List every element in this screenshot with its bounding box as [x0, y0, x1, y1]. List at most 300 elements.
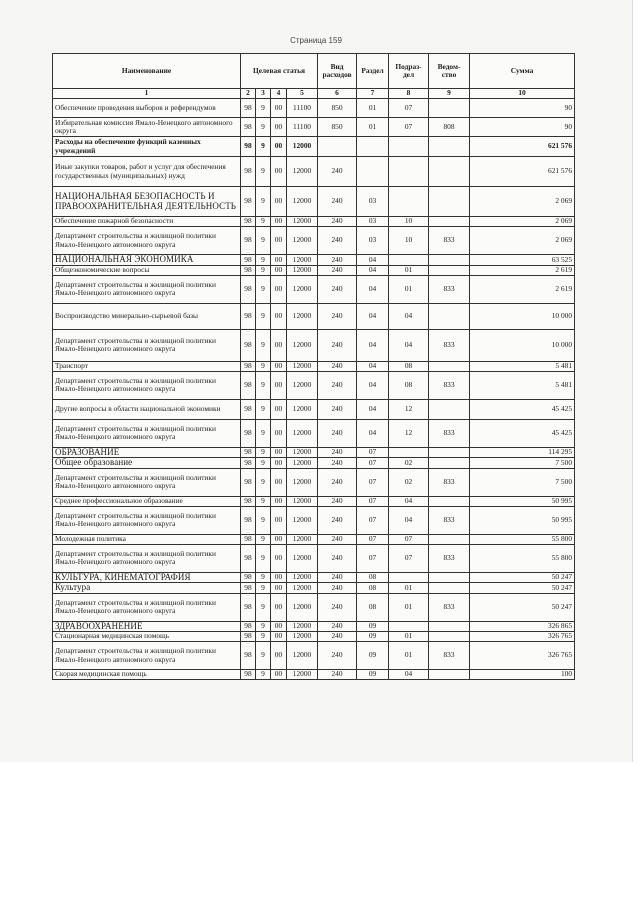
sum-cell: 7 500 [470, 458, 575, 469]
table-row [53, 583, 575, 594]
sum-cell: 7 500 [470, 468, 575, 496]
target-code-cell: 9 [256, 399, 271, 419]
sum-cell: 55 800 [470, 544, 575, 572]
department-cell [429, 572, 470, 583]
target-code-cell: 00 [271, 227, 287, 255]
row-name-cell: Департамент строительства и жилищной политики Ямало-Ненецкого автономного округа [53, 593, 241, 621]
section-cell: 09 [357, 642, 389, 670]
section-cell: 09 [357, 621, 389, 632]
department-cell [429, 583, 470, 594]
subsection-cell: 07 [389, 99, 429, 118]
target-code-cell: 9 [256, 506, 271, 534]
section-cell: 04 [357, 255, 389, 266]
sum-cell: 114 295 [470, 447, 575, 458]
sum-cell: 326 765 [470, 642, 575, 670]
target-code-cell: 00 [271, 137, 287, 157]
sum-cell: 10 000 [470, 303, 575, 329]
budget-table [52, 53, 575, 680]
target-code-cell: 00 [271, 217, 287, 227]
department-cell: 833 [429, 544, 470, 572]
target-code-cell: 00 [271, 361, 287, 371]
department-cell [429, 137, 470, 157]
department-cell [429, 534, 470, 544]
target-code-cell: 98 [241, 506, 256, 534]
table-row [53, 275, 575, 303]
column-number: 2 [241, 89, 256, 99]
expense-type-cell: 240 [318, 621, 357, 632]
sum-cell: 45 425 [470, 419, 575, 447]
department-cell [429, 217, 470, 227]
section-cell: 07 [357, 506, 389, 534]
row-name-cell: Скорая медицинская помощь [53, 670, 241, 680]
sum-cell: 50 995 [470, 496, 575, 506]
row-name-cell: КУЛЬТУРА, КИНЕМАТОГРАФИЯ [53, 572, 241, 583]
target-code-cell: 98 [241, 361, 256, 371]
department-cell [429, 458, 470, 469]
target-code-cell: 9 [256, 458, 271, 469]
target-code-cell: 98 [241, 534, 256, 544]
table-row [53, 227, 575, 255]
sum-cell: 50 247 [470, 583, 575, 594]
target-code-cell: 9 [256, 217, 271, 227]
target-code-cell: 00 [271, 303, 287, 329]
target-code-cell: 00 [271, 572, 287, 583]
expense-type-cell: 240 [318, 361, 357, 371]
department-cell: 833 [429, 419, 470, 447]
target-code-cell: 98 [241, 255, 256, 266]
subsection-cell: 07 [389, 544, 429, 572]
expense-type-cell: 240 [318, 632, 357, 642]
table-row [53, 329, 575, 361]
department-cell [429, 303, 470, 329]
target-code-cell: 98 [241, 670, 256, 680]
section-cell [357, 157, 389, 187]
target-code-cell: 98 [241, 458, 256, 469]
department-cell: 833 [429, 642, 470, 670]
target-code-cell: 12000 [287, 632, 318, 642]
table-row [53, 496, 575, 506]
target-code-cell: 9 [256, 496, 271, 506]
subsection-cell: 01 [389, 642, 429, 670]
department-cell [429, 399, 470, 419]
target-code-cell: 00 [271, 534, 287, 544]
department-cell [429, 99, 470, 118]
row-name-cell: Обеспечение пожарной безопасности [53, 217, 241, 227]
expense-type-cell: 240 [318, 265, 357, 275]
target-code-cell: 9 [256, 275, 271, 303]
target-code-cell: 00 [271, 496, 287, 506]
target-code-cell: 9 [256, 670, 271, 680]
target-code-cell: 12000 [287, 275, 318, 303]
section-cell: 01 [357, 99, 389, 118]
header-subsection: Подраз-дел [389, 54, 429, 89]
section-cell: 04 [357, 303, 389, 329]
target-code-cell: 98 [241, 118, 256, 137]
row-name-cell: Департамент строительства и жилищной политики Ямало-Ненецкого автономного округа [53, 419, 241, 447]
table-row [53, 572, 575, 583]
sum-cell: 90 [470, 99, 575, 118]
row-name-cell: Транспорт [53, 361, 241, 371]
department-cell [429, 255, 470, 266]
expense-type-cell: 240 [318, 255, 357, 266]
sum-cell: 2 069 [470, 217, 575, 227]
target-code-cell: 9 [256, 227, 271, 255]
department-cell: 833 [429, 329, 470, 361]
target-code-cell: 12000 [287, 642, 318, 670]
subsection-cell [389, 137, 429, 157]
department-cell [429, 670, 470, 680]
subsection-cell: 04 [389, 329, 429, 361]
section-cell: 04 [357, 275, 389, 303]
section-cell: 08 [357, 572, 389, 583]
target-code-cell: 9 [256, 632, 271, 642]
subsection-cell [389, 621, 429, 632]
subsection-cell: 08 [389, 371, 429, 399]
section-cell: 09 [357, 632, 389, 642]
table-row [53, 621, 575, 632]
target-code-cell: 12000 [287, 187, 318, 217]
target-code-cell: 98 [241, 544, 256, 572]
subsection-cell: 12 [389, 419, 429, 447]
sum-cell: 326 765 [470, 632, 575, 642]
column-number: 4 [271, 89, 287, 99]
section-cell: 07 [357, 458, 389, 469]
header-section: Раздел [357, 54, 389, 89]
target-code-cell: 9 [256, 534, 271, 544]
target-code-cell: 9 [256, 583, 271, 594]
sum-cell: 621 576 [470, 157, 575, 187]
sum-cell: 326 865 [470, 621, 575, 632]
target-code-cell: 98 [241, 496, 256, 506]
header-department: Ведом-ство [429, 54, 470, 89]
column-number: 3 [256, 89, 271, 99]
target-code-cell: 98 [241, 632, 256, 642]
target-code-cell: 12000 [287, 534, 318, 544]
target-code-cell: 00 [271, 447, 287, 458]
target-code-cell: 12000 [287, 506, 318, 534]
target-code-cell: 9 [256, 419, 271, 447]
subsection-cell: 12 [389, 399, 429, 419]
section-cell: 07 [357, 496, 389, 506]
target-code-cell: 98 [241, 419, 256, 447]
target-code-cell: 12000 [287, 371, 318, 399]
expense-type-cell: 240 [318, 506, 357, 534]
target-code-cell: 12000 [287, 217, 318, 227]
table-row [53, 187, 575, 217]
table-row [53, 157, 575, 187]
sum-cell: 100 [470, 670, 575, 680]
expense-type-cell: 240 [318, 468, 357, 496]
header-type: Вид расходов [318, 54, 357, 89]
row-name-cell: Департамент строительства и жилищной политики Ямало-Ненецкого автономного округа [53, 544, 241, 572]
row-name-cell: НАЦИОНАЛЬНАЯ ЭКОНОМИКА [53, 255, 241, 266]
target-code-cell: 9 [256, 157, 271, 187]
subsection-cell: 01 [389, 632, 429, 642]
expense-type-cell: 240 [318, 227, 357, 255]
table-row [53, 99, 575, 118]
sum-cell: 5 481 [470, 371, 575, 399]
target-code-cell: 00 [271, 506, 287, 534]
expense-type-cell: 240 [318, 217, 357, 227]
subsection-cell: 08 [389, 361, 429, 371]
target-code-cell: 00 [271, 458, 287, 469]
expense-type-cell: 240 [318, 572, 357, 583]
table-row [53, 118, 575, 137]
target-code-cell: 9 [256, 572, 271, 583]
row-name-cell: НАЦИОНАЛЬНАЯ БЕЗОПАСНОСТЬ И ПРАВООХРАНИТЕЛЬНАЯ ДЕЯТЕЛЬНОСТЬ [53, 187, 241, 217]
section-cell: 03 [357, 227, 389, 255]
target-code-cell: 98 [241, 265, 256, 275]
table-row [53, 399, 575, 419]
table-body [53, 99, 575, 680]
table-row [53, 361, 575, 371]
section-cell: 01 [357, 118, 389, 137]
target-code-cell: 00 [271, 118, 287, 137]
row-name-cell: Департамент строительства и жилищной политики Ямало-Ненецкого автономного округа [53, 506, 241, 534]
target-code-cell: 98 [241, 593, 256, 621]
department-cell: 833 [429, 593, 470, 621]
target-code-cell: 12000 [287, 621, 318, 632]
section-cell: 04 [357, 361, 389, 371]
target-code-cell: 00 [271, 670, 287, 680]
table-row [53, 534, 575, 544]
target-code-cell: 98 [241, 227, 256, 255]
section-cell: 07 [357, 534, 389, 544]
row-name-cell: Иные закупки товаров, работ и услуг для обеспечения государственных (муниципальных) нужд [53, 157, 241, 187]
department-cell: 833 [429, 506, 470, 534]
subsection-cell [389, 572, 429, 583]
target-code-cell: 9 [256, 447, 271, 458]
table-row [53, 642, 575, 670]
target-code-cell: 12000 [287, 496, 318, 506]
table-row [53, 217, 575, 227]
table-row [53, 447, 575, 458]
target-code-cell: 12000 [287, 361, 318, 371]
row-name-cell: Департамент строительства и жилищной политики Ямало-Ненецкого автономного округа [53, 275, 241, 303]
expense-type-cell: 240 [318, 447, 357, 458]
row-name-cell: ОБРАЗОВАНИЕ [53, 447, 241, 458]
subsection-cell: 01 [389, 593, 429, 621]
target-code-cell: 9 [256, 544, 271, 572]
row-name-cell: Воспроизводство минерально-сырьевой базы [53, 303, 241, 329]
sum-cell: 55 800 [470, 534, 575, 544]
row-name-cell: Молодежная политика [53, 534, 241, 544]
section-cell: 04 [357, 329, 389, 361]
expense-type-cell [318, 137, 357, 157]
expense-type-cell: 240 [318, 534, 357, 544]
section-cell: 07 [357, 544, 389, 572]
target-code-cell: 98 [241, 583, 256, 594]
column-number: 5 [287, 89, 318, 99]
target-code-cell: 98 [241, 621, 256, 632]
target-code-cell: 12000 [287, 458, 318, 469]
row-name-cell: Избирательная комиссия Ямало-Ненецкого автономного округа [53, 118, 241, 137]
sum-cell: 2 619 [470, 265, 575, 275]
department-cell [429, 361, 470, 371]
target-code-cell: 98 [241, 303, 256, 329]
department-cell [429, 632, 470, 642]
subsection-cell [389, 255, 429, 266]
target-code-cell: 9 [256, 118, 271, 137]
target-code-cell: 12000 [287, 303, 318, 329]
subsection-cell: 01 [389, 265, 429, 275]
target-code-cell: 00 [271, 187, 287, 217]
expense-type-cell: 240 [318, 187, 357, 217]
target-code-cell: 12000 [287, 255, 318, 266]
sum-cell: 2 069 [470, 187, 575, 217]
page-number-label: Страница 159 [290, 36, 342, 45]
table-row [53, 506, 575, 534]
expense-type-cell: 240 [318, 419, 357, 447]
section-cell: 03 [357, 187, 389, 217]
target-code-cell: 00 [271, 99, 287, 118]
section-cell: 09 [357, 670, 389, 680]
subsection-cell [389, 157, 429, 187]
column-number: 8 [389, 89, 429, 99]
expense-type-cell: 240 [318, 544, 357, 572]
target-code-cell: 00 [271, 275, 287, 303]
target-code-cell: 11100 [287, 99, 318, 118]
subsection-cell: 02 [389, 458, 429, 469]
target-code-cell: 00 [271, 468, 287, 496]
subsection-cell: 10 [389, 227, 429, 255]
target-code-cell: 9 [256, 621, 271, 632]
target-code-cell: 9 [256, 468, 271, 496]
sum-cell: 63 525 [470, 255, 575, 266]
column-number: 9 [429, 89, 470, 99]
target-code-cell: 9 [256, 99, 271, 118]
target-code-cell: 00 [271, 371, 287, 399]
table-row [53, 303, 575, 329]
target-code-cell: 12000 [287, 329, 318, 361]
header-sum: Сумма [470, 54, 575, 89]
table-row [53, 468, 575, 496]
table-row [53, 265, 575, 275]
subsection-cell [389, 447, 429, 458]
target-code-cell: 12000 [287, 419, 318, 447]
target-code-cell: 9 [256, 371, 271, 399]
target-code-cell: 98 [241, 371, 256, 399]
target-code-cell: 12000 [287, 227, 318, 255]
target-code-cell: 9 [256, 265, 271, 275]
department-cell: 833 [429, 468, 470, 496]
row-name-cell: Общеэкономические вопросы [53, 265, 241, 275]
table-row [53, 670, 575, 680]
section-cell: 08 [357, 593, 389, 621]
row-name-cell: ЗДРАВООХРАНЕНИЕ [53, 621, 241, 632]
table-row [53, 137, 575, 157]
department-cell: 833 [429, 227, 470, 255]
sum-cell: 2 069 [470, 227, 575, 255]
subsection-cell: 01 [389, 275, 429, 303]
target-code-cell: 9 [256, 137, 271, 157]
row-name-cell: Обеспечение проведения выборов и референдумов [53, 99, 241, 118]
target-code-cell: 00 [271, 255, 287, 266]
target-code-cell: 12000 [287, 670, 318, 680]
header-name: Наименование [53, 54, 241, 89]
sum-cell: 90 [470, 118, 575, 137]
row-name-cell: Стационарная медицинская помощь [53, 632, 241, 642]
section-cell: 07 [357, 447, 389, 458]
table-row [53, 544, 575, 572]
sum-cell: 621 576 [470, 137, 575, 157]
target-code-cell: 12000 [287, 265, 318, 275]
subsection-cell: 04 [389, 506, 429, 534]
expense-type-cell: 850 [318, 118, 357, 137]
table-row [53, 593, 575, 621]
department-cell [429, 265, 470, 275]
table-row [53, 458, 575, 469]
subsection-cell: 07 [389, 534, 429, 544]
section-cell: 04 [357, 371, 389, 399]
target-code-cell: 12000 [287, 157, 318, 187]
target-code-cell: 9 [256, 361, 271, 371]
department-cell: 833 [429, 275, 470, 303]
row-name-cell: Культура [53, 583, 241, 594]
header-target: Целевая статья [241, 54, 318, 89]
target-code-cell: 00 [271, 399, 287, 419]
target-code-cell: 12000 [287, 399, 318, 419]
column-number-row [53, 89, 575, 99]
department-cell [429, 621, 470, 632]
subsection-cell: 02 [389, 468, 429, 496]
target-code-cell: 98 [241, 275, 256, 303]
section-cell: 04 [357, 265, 389, 275]
expense-type-cell: 850 [318, 99, 357, 118]
target-code-cell: 9 [256, 593, 271, 621]
row-name-cell: Департамент строительства и жилищной политики Ямало-Ненецкого автономного округа [53, 468, 241, 496]
expense-type-cell: 240 [318, 583, 357, 594]
subsection-cell: 07 [389, 118, 429, 137]
target-code-cell: 00 [271, 265, 287, 275]
target-code-cell: 12000 [287, 468, 318, 496]
sum-cell: 45 425 [470, 399, 575, 419]
sum-cell: 10 000 [470, 329, 575, 361]
target-code-cell: 9 [256, 187, 271, 217]
table-row [53, 419, 575, 447]
department-cell [429, 447, 470, 458]
target-code-cell: 12000 [287, 447, 318, 458]
target-code-cell: 12000 [287, 137, 318, 157]
subsection-cell: 04 [389, 670, 429, 680]
row-name-cell: Расходы на обеспечение функций казенных учреждений [53, 137, 241, 157]
sum-cell: 50 995 [470, 506, 575, 534]
expense-type-cell: 240 [318, 593, 357, 621]
section-cell: 04 [357, 399, 389, 419]
target-code-cell: 00 [271, 642, 287, 670]
target-code-cell: 9 [256, 303, 271, 329]
section-cell: 04 [357, 419, 389, 447]
expense-type-cell: 240 [318, 399, 357, 419]
target-code-cell: 98 [241, 187, 256, 217]
column-number: 1 [53, 89, 241, 99]
column-number: 10 [470, 89, 575, 99]
target-code-cell: 98 [241, 157, 256, 187]
target-code-cell: 98 [241, 137, 256, 157]
expense-type-cell: 240 [318, 275, 357, 303]
target-code-cell: 12000 [287, 572, 318, 583]
department-cell [429, 157, 470, 187]
target-code-cell: 9 [256, 329, 271, 361]
section-cell: 03 [357, 217, 389, 227]
target-code-cell: 98 [241, 572, 256, 583]
subsection-cell: 04 [389, 303, 429, 329]
target-code-cell: 00 [271, 419, 287, 447]
target-code-cell: 12000 [287, 593, 318, 621]
sum-cell: 50 247 [470, 593, 575, 621]
sum-cell: 2 619 [470, 275, 575, 303]
target-code-cell: 98 [241, 642, 256, 670]
